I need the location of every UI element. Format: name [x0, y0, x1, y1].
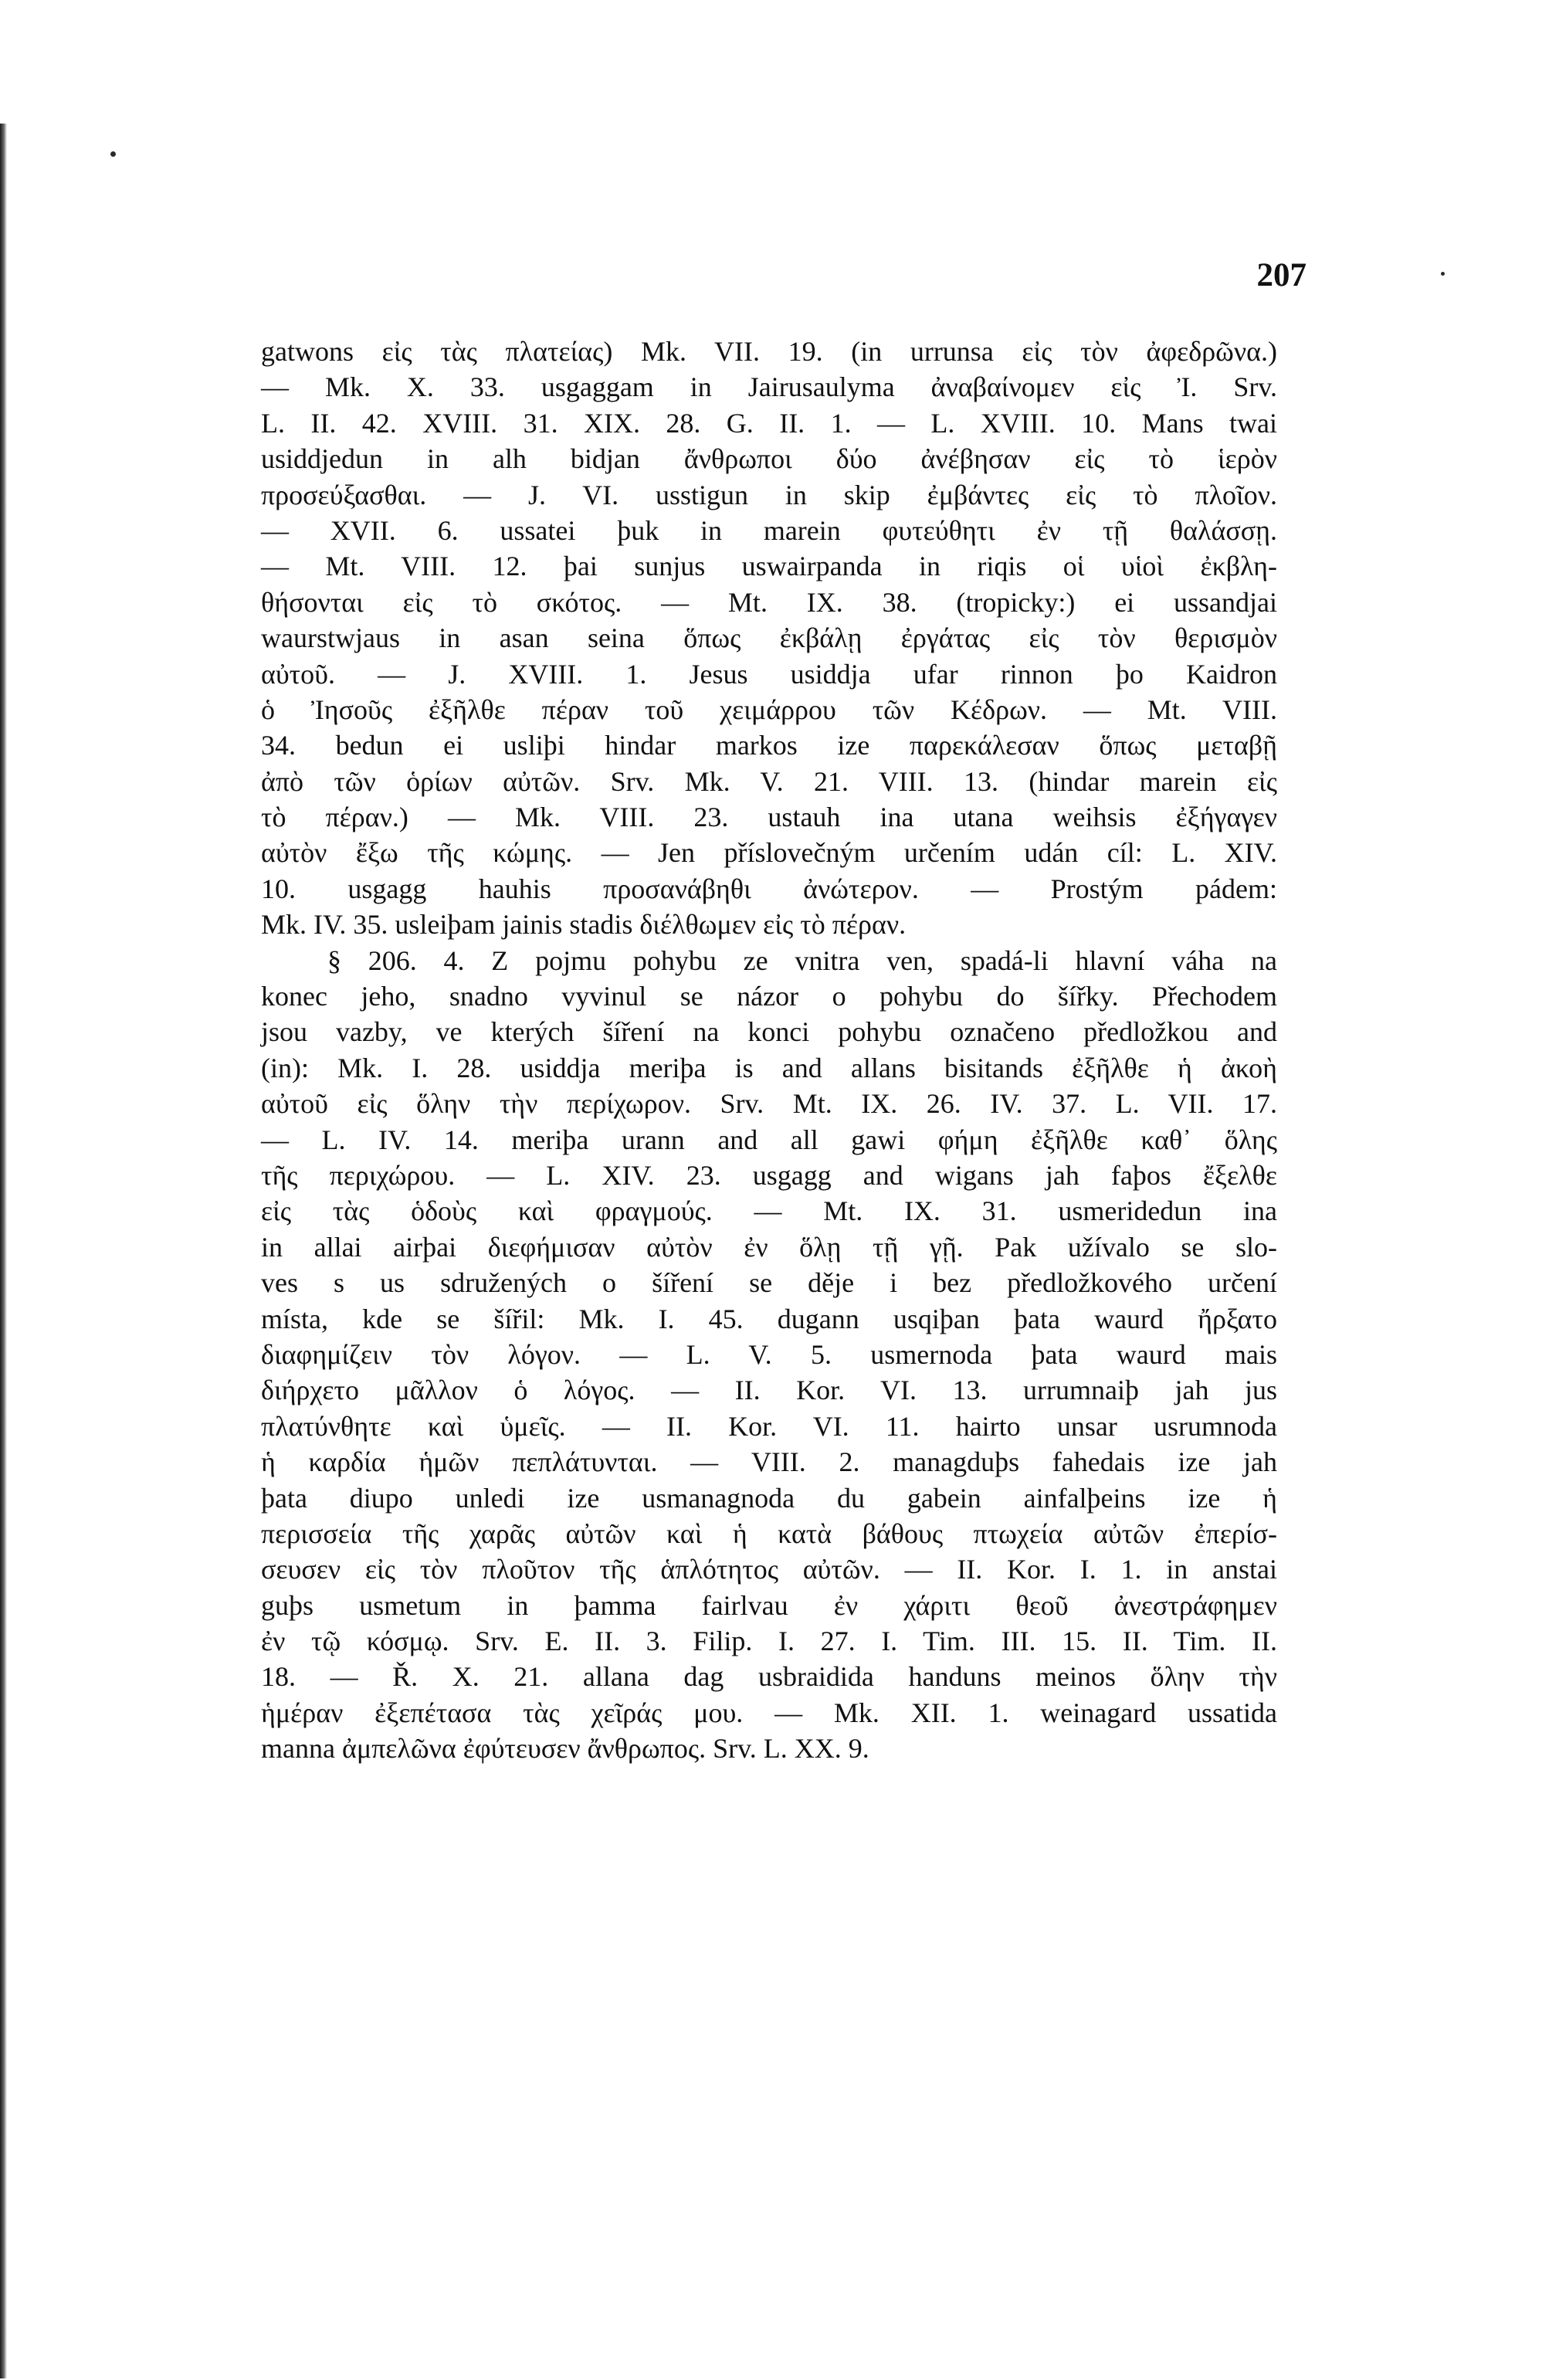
- section-heading-line: § 206. 4. Z pojmu pohybu ze vnitra ven, spadá-li hlavní váha na: [327, 944, 1277, 976]
- text-line: Mk. IV. 35. usleiþam jainis stadis διέλθωμεν εἰς τὸ πέραν.: [261, 909, 907, 941]
- text-line: — L. IV. 14. meriþa urann and all gawi φήμη ἐξῆλθε καθ᾽ ὅλης: [261, 1124, 1277, 1155]
- text-line: gatwons εἰς τὰς πλατείας) Mk. VII. 19. (in urrunsa εἰς τὸν ἀφεδρῶνα.): [261, 336, 1277, 367]
- text-line: ἡ καρδία ἡμῶν πεπλάτυνται. — VIII. 2. managduþs fahedais ize jah: [261, 1446, 1277, 1478]
- text-line: L. II. 42. XVIII. 31. XIX. 28. G. II. 1. — L. XVIII. 10. Mans twai: [261, 407, 1277, 439]
- text-line: ὁ Ἰησοῦς ἐξῆλθε πέραν τοῦ χειμάρρου τῶν Κέδρων. — Mt. VIII.: [261, 693, 1277, 725]
- text-line: 10. usgagg hauhis προσανάβηθι ἀνώτερον. — Prostým pádem:: [261, 873, 1277, 904]
- ink-speck: [110, 151, 116, 157]
- text-line: guþs usmetum in þamma fairlvau ἐν χάριτι θεοῦ ἀνεστράφημεν: [261, 1589, 1277, 1621]
- text-line: místa, kde se šířil: Mk. I. 45. dugann usqiþan þata waurd ἤρξατο: [261, 1303, 1277, 1334]
- text-line: in allai airþai διεφήμισαν αὐτὸν ἐν ὅλῃ τῇ γῇ. Pak užívalo se slo-: [261, 1231, 1277, 1263]
- text-line: ἐν τῷ κόσμῳ. Srv. E. II. 3. Filip. I. 27. I. Tim. III. 15. II. Tim. II.: [261, 1626, 1277, 1657]
- ink-speck: [1441, 272, 1445, 276]
- text-line: εἰς τὰς ὁδοὺς καὶ φραγμούς. — Mt. IX. 31. usmeridedun ina: [261, 1195, 1277, 1227]
- text-line: (in): Mk. I. 28. usiddja meriþa is and allans bisitands ἐξῆλθε ἡ ἀκοὴ: [261, 1052, 1277, 1083]
- body-text: [261, 334, 1277, 1767]
- text-line: konec jeho, snadno vyvinul se názor o pohybu do šířky. Přechodem: [261, 981, 1277, 1012]
- text-line: manna ἀμπελῶνα ἐφύτευσεν ἄνθρωπος. Srv. L. XX. 9.: [261, 1733, 869, 1765]
- text-line: αὐτὸν ἔξω τῆς κώμης. — Jen příslovečným určením udán cíl: L. XIV.: [261, 837, 1277, 869]
- text-line: διαφημίζειν τὸν λόγον. — L. V. 5. usmernoda þata waurd mais: [261, 1338, 1277, 1370]
- text-line: 34. bedun ei usliþi hindar markos ize παρεκάλεσαν ὅπως μεταβῇ: [261, 730, 1277, 761]
- text-line: 18. — Ř. X. 21. allana dag usbraidida handuns meinos ὅλην τὴν: [261, 1661, 1277, 1693]
- text-line: þata diupo unledi ize usmanagnoda du gabein ainfalþeins ize ἡ: [261, 1482, 1277, 1514]
- text-line: τῆς περιχώρου. — L. XIV. 23. usgagg and wigans jah faþos ἔξελθε: [261, 1159, 1277, 1191]
- text-line: usiddjedun in alh bidjan ἄνθρωποι δύο ἀνέβησαν εἰς τὸ ἱερὸν: [261, 443, 1277, 475]
- text-line: — XVII. 6. ussatei þuk in marein φυτεύθητι ἐν τῇ θαλάσσῃ.: [261, 514, 1277, 546]
- text-line: ἀπὸ τῶν ὁρίων αὐτῶν. Srv. Mk. V. 21. VIII. 13. (hindar marein εἰς: [261, 765, 1277, 797]
- text-line: αὐτοῦ εἰς ὅλην τὴν περίχωρον. Srv. Mt. IX. 26. IV. 37. L. VII. 17.: [261, 1088, 1277, 1120]
- text-line: τὸ πέραν.) — Mk. VIII. 23. ustauh ina utana weihsis ἐξήγαγεν: [261, 802, 1277, 833]
- text-line: διήρχετο μᾶλλον ὁ λόγος. — II. Kor. VI. 13. urrumnaiþ jah jus: [261, 1375, 1277, 1406]
- text-line: περισσεία τῆς χαρᾶς αὐτῶν καὶ ἡ κατὰ βάθους πτωχεία αὐτῶν ἐπερίσ-: [261, 1517, 1277, 1549]
- text-line: θήσονται εἰς τὸ σκότος. — Mt. IX. 38. (tropicky:) ei ussandjai: [261, 586, 1277, 618]
- text-line: ἡμέραν ἐξεπέτασα τὰς χεῖράς μου. — Mk. XII. 1. weinagard ussatida: [261, 1697, 1277, 1728]
- text-line: — Mk. X. 33. usgaggam in Jairusaulyma ἀναβαίνομεν εἰς Ἰ. Srv.: [261, 371, 1277, 403]
- text-line: προσεύξασθαι. — J. VI. usstigun in skip ἐμβάντες εἰς τὸ πλοῖον.: [261, 479, 1277, 510]
- text-line: ves s us sdružených o šíření se děje i bez předložkového určení: [261, 1267, 1277, 1299]
- page-number: 207: [1256, 257, 1307, 293]
- binding-edge: [0, 124, 7, 2378]
- text-line: πλατύνθητε καὶ ὑμεῖς. — II. Kor. VI. 11. hairto unsar usrumnoda: [261, 1410, 1277, 1442]
- text-line: jsou vazby, ve kterých šíření na konci pohybu označeno předložkou and: [261, 1016, 1277, 1048]
- text-line: waurstwjaus in asan seina ὅπως ἐκβάλῃ ἐργάτας εἰς τὸν θερισμὸν: [261, 622, 1277, 654]
- text-line: αὐτοῦ. — J. XVIII. 1. Jesus usiddja ufar rinnon þo Kaidron: [261, 658, 1277, 690]
- text-line: σευσεν εἰς τὸν πλοῦτον τῆς ἁπλότητος αὐτῶν. — II. Kor. I. 1. in anstai: [261, 1554, 1277, 1585]
- text-line: — Mt. VIII. 12. þai sunjus uswairpanda in riqis οἱ υἱοὶ ἐκβλη-: [261, 551, 1277, 582]
